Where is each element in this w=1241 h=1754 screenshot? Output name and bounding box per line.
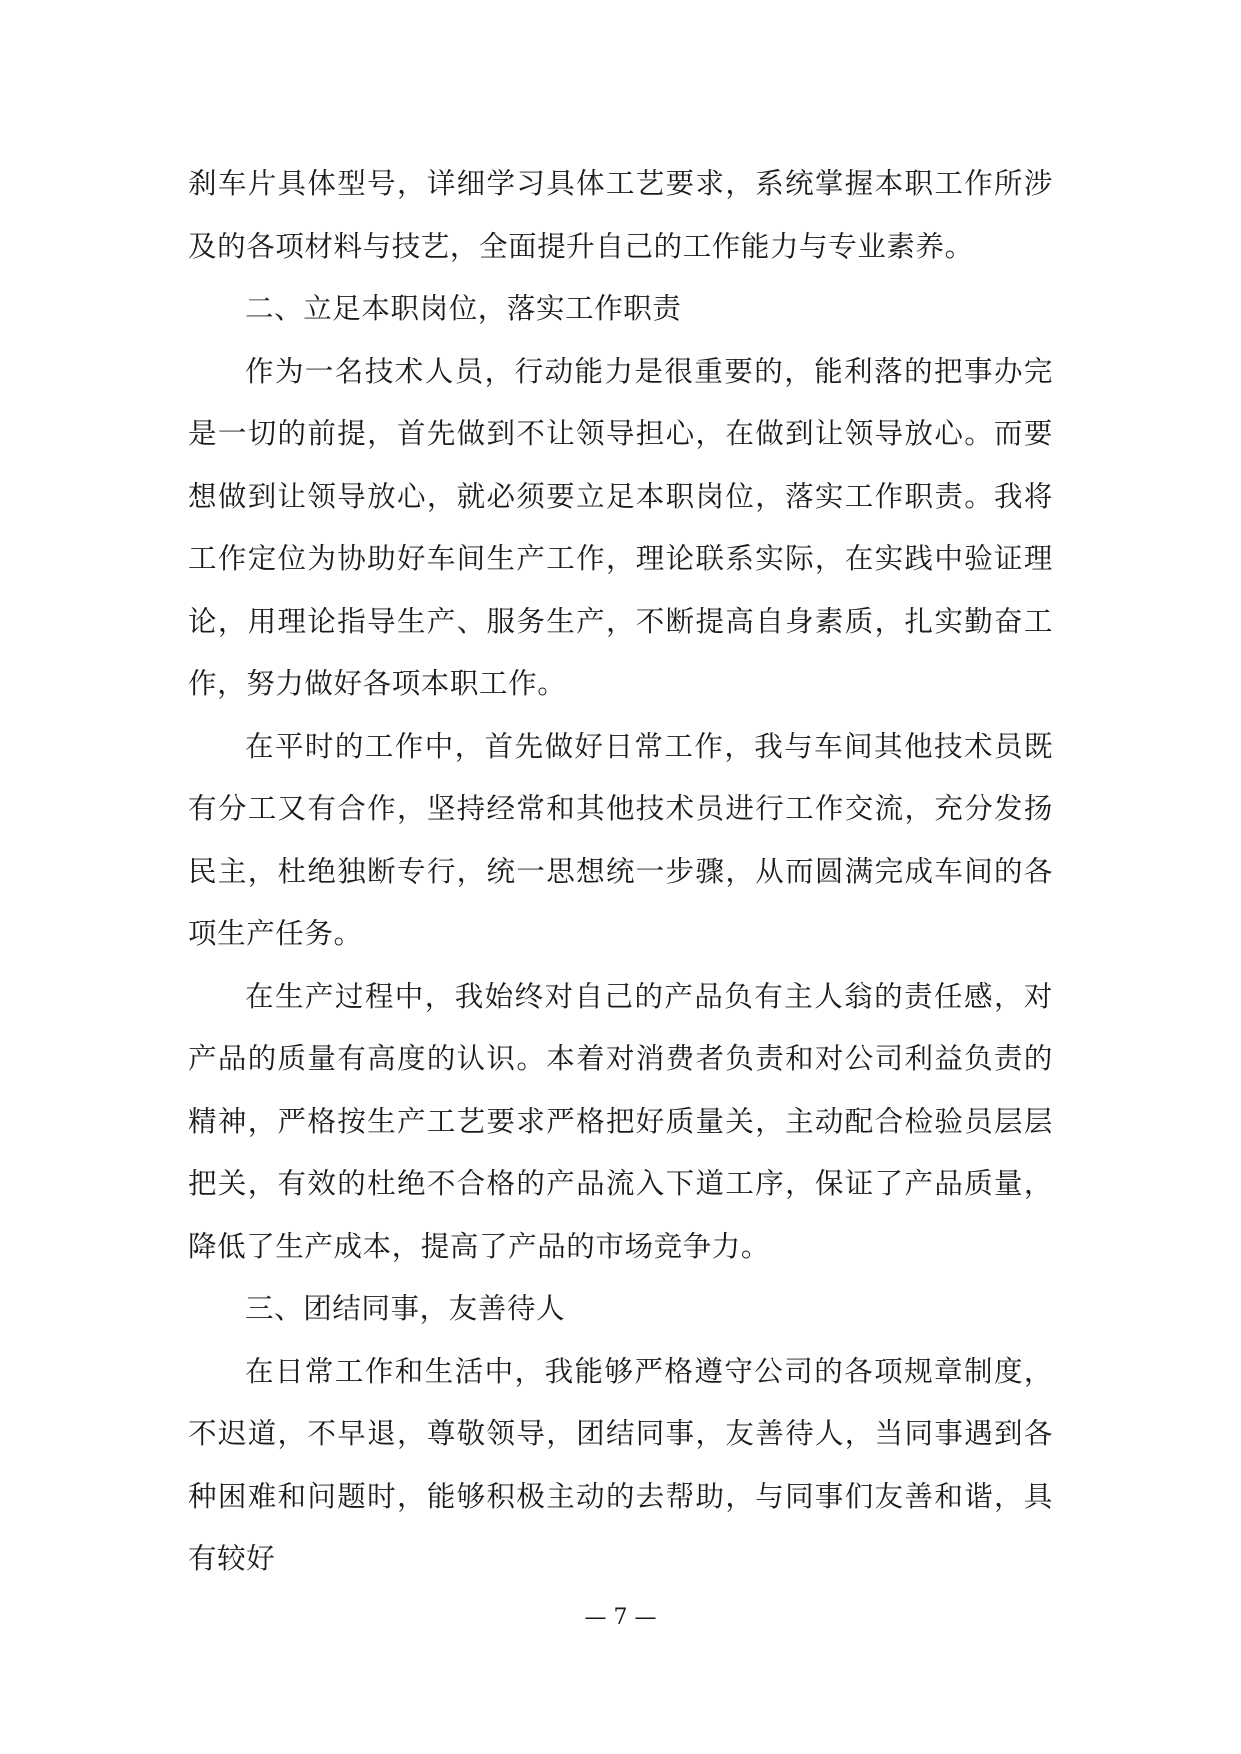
paragraph: 作为一名技术人员，行动能力是很重要的，能利落的把事办完是一切的前提，首先做到不让领导担心，在做到让领导放心。而要想做到让领导放心，就必须要立足本职岗位，落实工作职责。我将工作定位为协助好车间生产工作，理论联系实际，在实践中验证理论，用理论指导生产、服务生产，不断提高自身素质，扎实勤奋工作，努力做好各项本职工作。 <box>188 354 1053 700</box>
page-number: — 7 — <box>584 1605 657 1630</box>
section-heading-3: 三、团结同事，友善待人 <box>245 1292 566 1325</box>
paragraph-continuation: 刹车片具体型号，详细学习具体工艺要求，系统掌握本职工作所涉及的各项材料与技艺，全面提升自己的工作能力与专业素养。 <box>188 167 1053 263</box>
paragraph: 在日常工作和生活中，我能够严格遵守公司的各项规章制度，不迟道，不早退，尊敬领导，团结同事，友善待人，当同事遇到各种困难和问题时，能够积极主动的去帮助，与同事们友善和谐，具有较好 <box>188 1354 1053 1575</box>
section-heading-2: 二、立足本职岗位，落实工作职责 <box>245 292 682 325</box>
paragraph: 在生产过程中，我始终对自己的产品负有主人翁的责任感，对产品的质量有高度的认识。本着对消费者负责和对公司利益负责的精神，严格按生产工艺要求严格把好质量关，主动配合检验员层层把关，有效的杜绝不合格的产品流入下道工序，保证了产品质量，降低了生产成本，提高了产品的市场竞争力。 <box>188 979 1053 1263</box>
paragraph: 在平时的工作中，首先做好日常工作，我与车间其他技术员既有分工又有合作，坚持经常和其他技术员进行工作交流，充分发扬民主，杜绝独断专行，统一思想统一步骤，从而圆满完成车间的各项生产任务。 <box>188 729 1053 950</box>
document-body <box>188 153 1053 1591</box>
